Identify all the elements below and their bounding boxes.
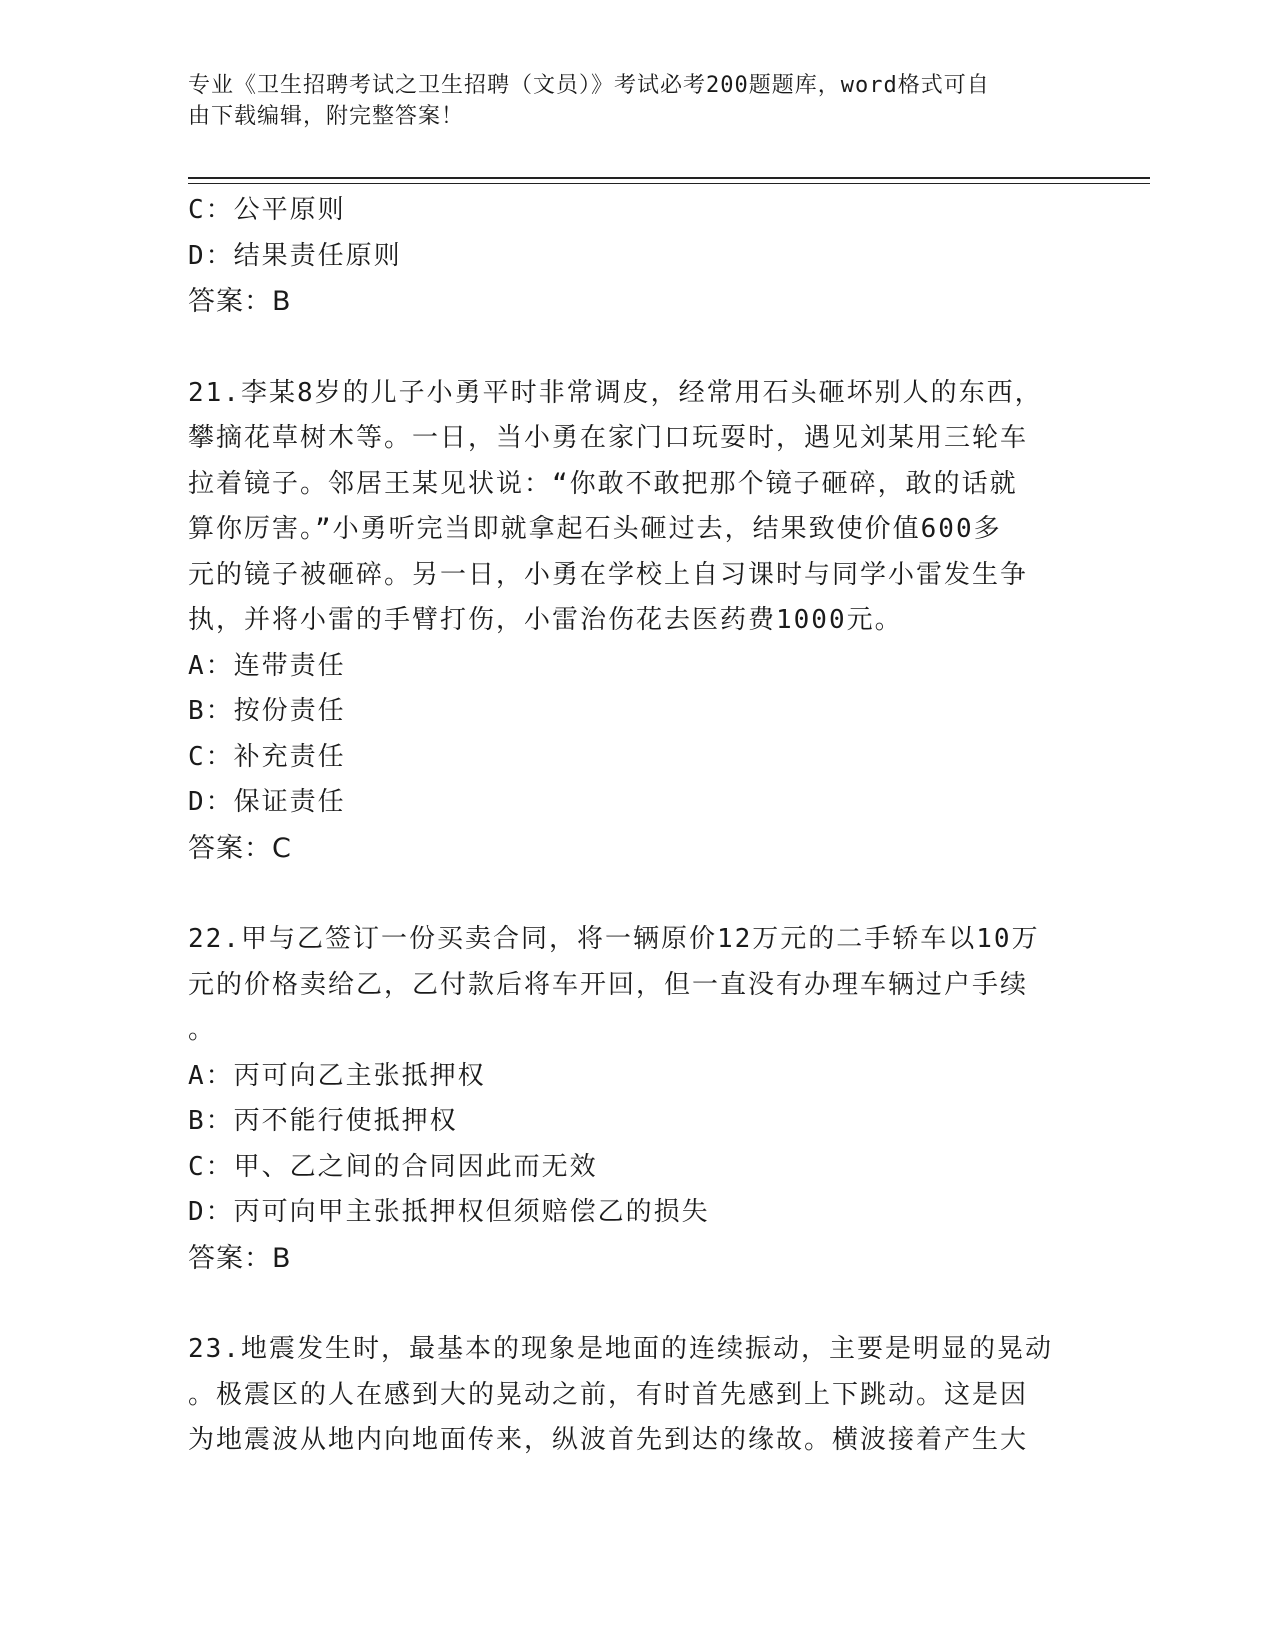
- question-text-line: 22.甲与乙签订一份买卖合同，将一辆原价12万元的二手轿车以10万: [188, 924, 1040, 954]
- option-c: C：公平原则: [188, 195, 346, 225]
- document-header: [188, 70, 1068, 132]
- answer-line: 答案：B: [188, 286, 292, 317]
- option-d: D：结果责任原则: [188, 240, 402, 271]
- question-text-line: 21.李某8岁的儿子小勇平时非常调皮，经常用石头砸坏别人的东西，: [188, 377, 1043, 408]
- question-21: [188, 371, 1088, 872]
- option-b: B：丙不能行使抵押权: [188, 1106, 458, 1136]
- option-d: D：保证责任: [188, 787, 346, 817]
- question-text-line: 拉着镜子。邻居王某见状说：“你敢不敢把那个镜子砸碎，敢的话就: [188, 468, 1018, 499]
- question-22: [188, 917, 1088, 1281]
- question-23: [188, 1327, 1088, 1464]
- question-text-line: 。: [188, 1015, 217, 1045]
- option-a: A：连带责任: [188, 650, 346, 681]
- question-text-line: 元的价格卖给乙，乙付款后将车开回，但一直没有办理车辆过户手续: [188, 969, 1029, 1000]
- answer-line: 答案：C: [188, 832, 292, 864]
- header-line-1: 专业《卫生招聘考试之卫生招聘（文员）》考试必考200题题库，word格式可自: [188, 73, 990, 98]
- option-c: C：补充责任: [188, 741, 346, 772]
- option-d: D：丙可向甲主张抵押权但须赔偿乙的损失: [188, 1197, 710, 1227]
- question-text-line: 执，并将小雷的手臂打伤，小雷治伤花去医药费1000元。: [188, 605, 903, 635]
- question-text-line: 。极震区的人在感到大的晃动之前，有时首先感到上下跳动。这是因: [188, 1379, 1029, 1410]
- question-text-line: 为地震波从地内向地面传来，纵波首先到达的缘故。横波接着产生大: [188, 1425, 1029, 1455]
- document-body: [188, 188, 1088, 1464]
- question-text-line: 23.地震发生时，最基本的现象是地面的连续振动，主要是明显的晃动: [188, 1334, 1053, 1364]
- question-text-line: 算你厉害。”小勇听完当即就拿起石头砸过去，结果致使价值600多: [188, 514, 1002, 544]
- spacer: [188, 871, 1088, 917]
- answer-line: 答案：B: [188, 1242, 292, 1274]
- option-a: A：丙可向乙主张抵押权: [188, 1060, 486, 1091]
- spacer: [188, 325, 1088, 371]
- option-c: C：甲、乙之间的合同因此而无效: [188, 1151, 598, 1182]
- header-rule-thin: [188, 183, 1150, 184]
- question-text-line: 元的镜子被砸碎。另一日，小勇在学校上自习课时与同学小雷发生争: [188, 559, 1029, 590]
- option-b: B：按份责任: [188, 696, 346, 726]
- previous-question-tail: [188, 188, 1088, 325]
- header-line-2: 由下载编辑，附完整答案！: [188, 104, 465, 129]
- spacer: [188, 1281, 1088, 1327]
- question-text-line: 攀摘花草树木等。一日，当小勇在家门口玩耍时，遇见刘某用三轮车: [188, 423, 1029, 453]
- header-rule-thick: [188, 177, 1150, 179]
